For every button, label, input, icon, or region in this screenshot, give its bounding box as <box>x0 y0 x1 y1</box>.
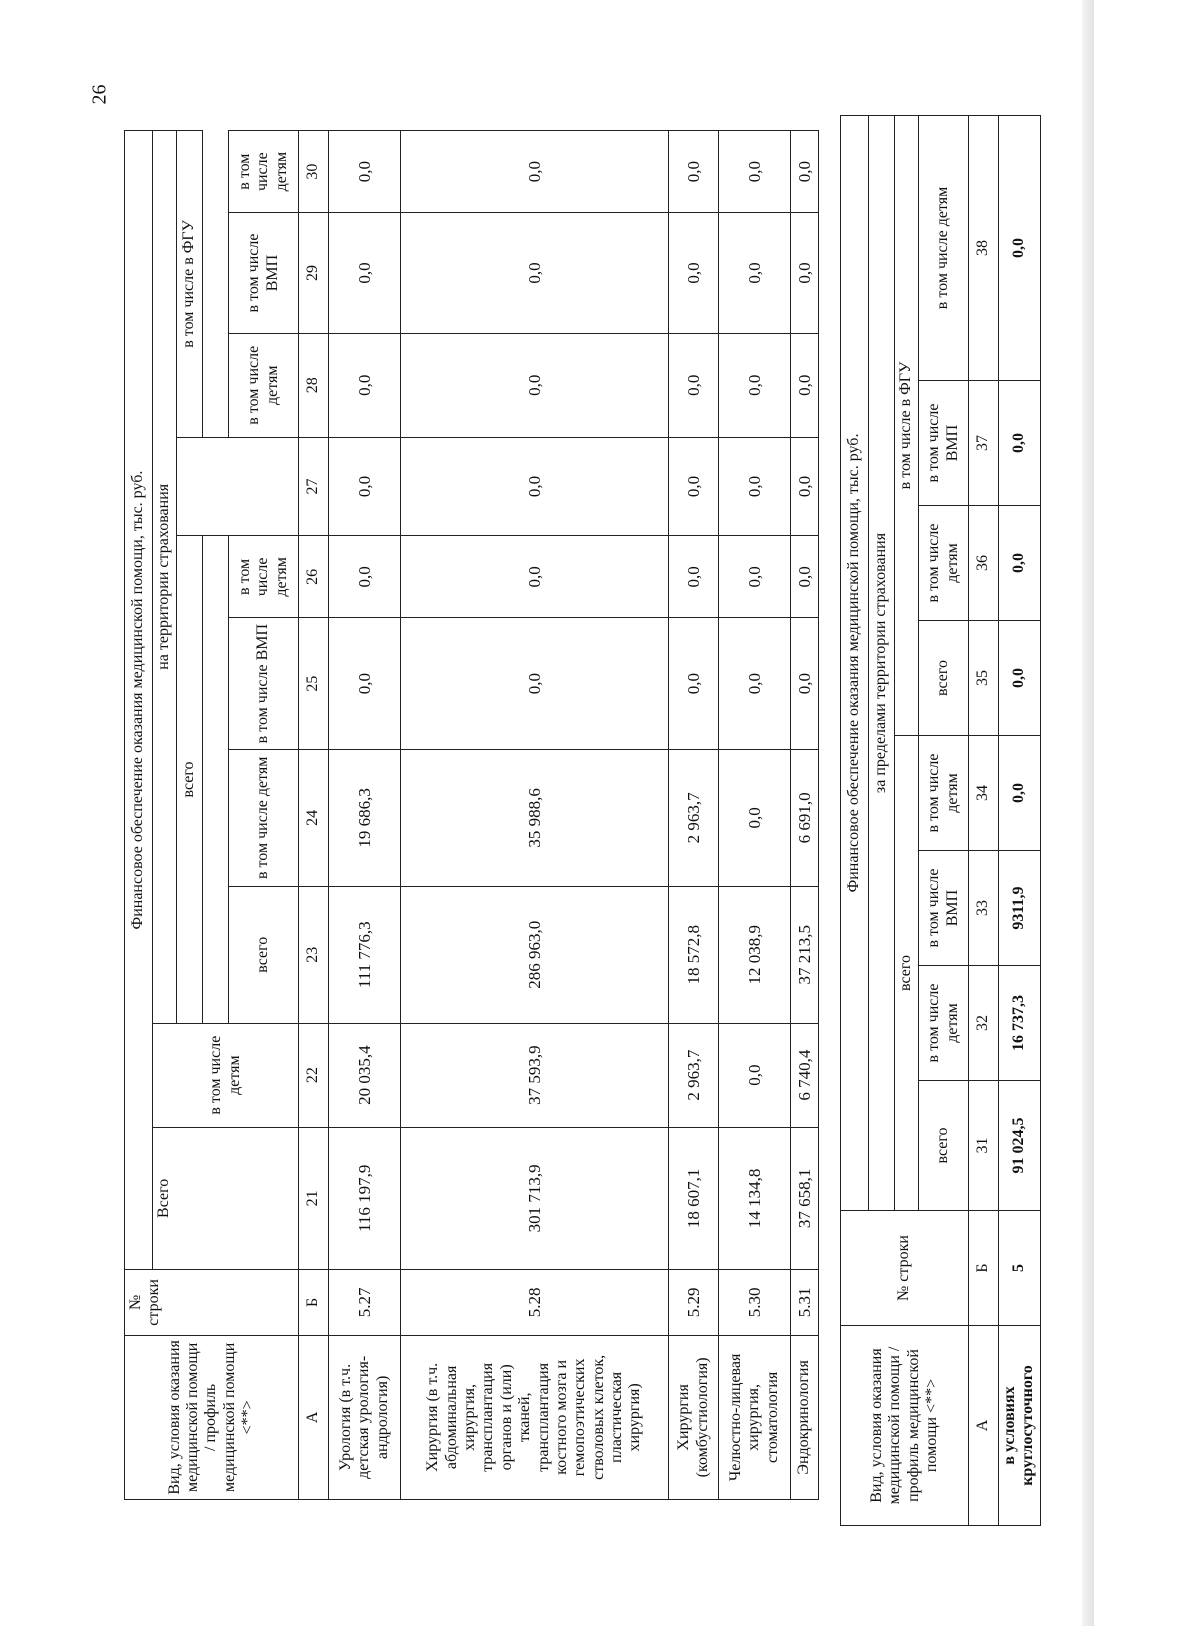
cell-value: 0,0 <box>719 618 791 749</box>
header-fgu: в том числе в ФГУ <box>177 131 203 438</box>
cell-value: 0,0 <box>791 333 819 437</box>
index-cell: Б <box>299 1270 329 1336</box>
header-fgu: в том числе в ФГУ <box>895 115 919 735</box>
index-cell: 24 <box>299 749 329 886</box>
cell-value: 0,0 <box>329 618 401 749</box>
table-row <box>999 115 1041 1525</box>
cell-value: 0,0 <box>999 381 1041 506</box>
index-row <box>969 115 999 1525</box>
financing-table-main <box>124 130 819 1500</box>
row-label: Хирургия (комбустиология) <box>669 1335 719 1499</box>
cell-value: 0,0 <box>791 131 819 213</box>
cell-value: 0,0 <box>791 618 819 749</box>
header-fgu-children: в том числе детям <box>229 333 299 437</box>
cell-value: 0,0 <box>791 437 819 536</box>
cell-value: 37 593,9 <box>401 1023 669 1127</box>
cell-value: 0,0 <box>999 115 1041 380</box>
index-cell: 28 <box>299 333 329 437</box>
cell-value: 37 213,5 <box>791 886 819 1023</box>
header-type: Вид, условия оказания медицинской помощи / профиль медицинской помощи <**> <box>841 1326 969 1526</box>
table-row <box>329 131 401 1500</box>
page-edge <box>1082 0 1094 1626</box>
cell-value: 0,0 <box>719 536 791 618</box>
row-number: 5.28 <box>401 1270 669 1336</box>
cell-value: 0,0 <box>669 131 719 213</box>
index-cell: 29 <box>299 213 329 333</box>
cell-value: 91 024,5 <box>999 1081 1041 1211</box>
cell-value: 0,0 <box>669 618 719 749</box>
table-row <box>669 131 719 1500</box>
cell-value: 6 691,0 <box>791 749 819 886</box>
index-cell: 31 <box>969 1081 999 1211</box>
header-outside: за пределами территории страхования <box>869 115 895 1210</box>
index-cell: 35 <box>969 621 999 736</box>
cell-value: 0,0 <box>719 1023 791 1127</box>
cell-value: 20 035,4 <box>329 1023 401 1127</box>
index-cell: 23 <box>299 886 329 1023</box>
cell-value: 0,0 <box>791 213 819 333</box>
cell-value: 111 776,3 <box>329 886 401 1023</box>
header-all-children: в том числе детям <box>919 966 969 1081</box>
cell-value: 19 686,3 <box>329 749 401 886</box>
row-number: 5.27 <box>329 1270 401 1336</box>
cell-value: 0,0 <box>401 536 669 618</box>
header-type: Вид, условия оказания медицинской помощи / профиль медицинской помощи <**> <box>125 1335 299 1499</box>
index-cell: 34 <box>969 736 999 851</box>
cell-value: 0,0 <box>669 213 719 333</box>
cell-value: 18 572,8 <box>669 886 719 1023</box>
cell-value: 0,0 <box>401 437 669 536</box>
row-label: Челюстно-лицевая хирургия, стоматология <box>719 1335 791 1499</box>
cell-value: 0,0 <box>719 333 791 437</box>
index-cell: 33 <box>969 851 999 966</box>
financing-table-outside <box>840 116 1035 1526</box>
table-row <box>401 131 669 1500</box>
index-cell: 26 <box>299 536 329 618</box>
index-cell: 21 <box>299 1127 329 1269</box>
header-blank <box>177 437 299 536</box>
cell-value: 14 134,8 <box>719 1127 791 1269</box>
cell-value: 0,0 <box>999 506 1041 621</box>
cell-value: 0,0 <box>719 749 791 886</box>
index-cell: 37 <box>969 381 999 506</box>
index-cell: А <box>969 1326 999 1526</box>
cell-value: 35 988,6 <box>401 749 669 886</box>
cell-value: 0,0 <box>999 621 1041 736</box>
cell-value: 0,0 <box>401 131 669 213</box>
row-number: 5 <box>999 1211 1041 1326</box>
header-all-total: всего <box>229 886 299 1023</box>
cell-value: 0,0 <box>329 131 401 213</box>
header-all: всего <box>177 536 203 1023</box>
header-fgu-total: всего <box>919 621 969 736</box>
table-row <box>719 131 791 1500</box>
page-number: 26 <box>88 84 111 105</box>
cell-value: 116 197,9 <box>329 1127 401 1269</box>
row-label: Урология (в т.ч. детская урология-андрология) <box>329 1335 401 1499</box>
index-cell: 30 <box>299 131 329 213</box>
cell-value: 0,0 <box>719 437 791 536</box>
cell-value: 0,0 <box>329 437 401 536</box>
table-row <box>791 131 819 1500</box>
cell-value: 286 963,0 <box>401 886 669 1023</box>
index-cell: 27 <box>299 437 329 536</box>
header-financing: Финансовое обеспечение оказания медицинской помощи, тыс. руб. <box>125 131 153 1270</box>
cell-value: 0,0 <box>999 736 1041 851</box>
cell-value: 0,0 <box>329 333 401 437</box>
cell-value: 16 737,3 <box>999 966 1041 1081</box>
header-vmp: в том числе ВМП <box>229 618 299 749</box>
row-number: 5.30 <box>719 1270 791 1336</box>
index-row <box>299 131 329 1500</box>
cell-value: 12 038,9 <box>719 886 791 1023</box>
cell-value: 0,0 <box>719 213 791 333</box>
cell-value: 2 963,7 <box>669 1023 719 1127</box>
index-cell: 36 <box>969 506 999 621</box>
header-all-children: в том числе детям <box>229 749 299 886</box>
header-fgu-vmp-children: в том числе детям <box>919 115 969 380</box>
header-vmp: в том числе ВМП <box>919 851 969 966</box>
header-on-territory: на территории страхования <box>153 131 177 1024</box>
cell-value: 0,0 <box>401 213 669 333</box>
row-label: Хирургия (в т.ч. абдоминальная хирургия, трансплантация органов и (или) тканей, трансплантация костного мозга и гемопоэтических стволовых клеток, пластическая хирургия) <box>401 1335 669 1499</box>
cell-value: 0,0 <box>719 131 791 213</box>
header-fgu-vmp: в том числе ВМП <box>229 213 299 333</box>
cell-value: 0,0 <box>401 618 669 749</box>
header-total: Всего <box>153 1127 299 1269</box>
index-cell: 32 <box>969 966 999 1081</box>
cell-value: 6 740,4 <box>791 1023 819 1127</box>
row-label: в условиях круглосуточного <box>999 1326 1041 1526</box>
header-total-children: в том числе детям <box>153 1023 299 1127</box>
cell-value: 0,0 <box>669 333 719 437</box>
cell-value: 0,0 <box>669 437 719 536</box>
index-cell: 25 <box>299 618 329 749</box>
row-label: Эндокринология <box>791 1335 819 1499</box>
cell-value: 301 713,9 <box>401 1127 669 1269</box>
header-row-number: № строки <box>125 1270 299 1336</box>
cell-value: 0,0 <box>669 536 719 618</box>
cell-value: 0,0 <box>791 536 819 618</box>
cell-value: 9311,9 <box>999 851 1041 966</box>
index-cell: 38 <box>969 115 999 380</box>
cell-value: 0,0 <box>401 333 669 437</box>
index-cell: Б <box>969 1211 999 1326</box>
header-financing: Финансовое обеспечение оказания медицинской помощи, тыс. руб. <box>841 115 869 1210</box>
header-fgu-children: в том числе детям <box>919 506 969 621</box>
header-all-total: всего <box>919 1081 969 1211</box>
header-all: всего <box>895 736 919 1211</box>
cell-value: 0,0 <box>329 213 401 333</box>
index-cell: А <box>299 1335 329 1499</box>
header-fgu-vmp: в том числе ВМП <box>919 381 969 506</box>
header-row-number: № строки <box>841 1211 969 1326</box>
cell-value: 2 963,7 <box>669 749 719 886</box>
row-number: 5.29 <box>669 1270 719 1336</box>
index-cell: 22 <box>299 1023 329 1127</box>
cell-value: 37 658,1 <box>791 1127 819 1269</box>
cell-value: 0,0 <box>329 536 401 618</box>
header-vmp-children: в том числе детям <box>229 536 299 618</box>
header-fgu-vmp-children: в том числе детям <box>229 131 299 213</box>
row-number: 5.31 <box>791 1270 819 1336</box>
cell-value: 18 607,1 <box>669 1127 719 1269</box>
header-vmp-children: в том числе детям <box>919 736 969 851</box>
